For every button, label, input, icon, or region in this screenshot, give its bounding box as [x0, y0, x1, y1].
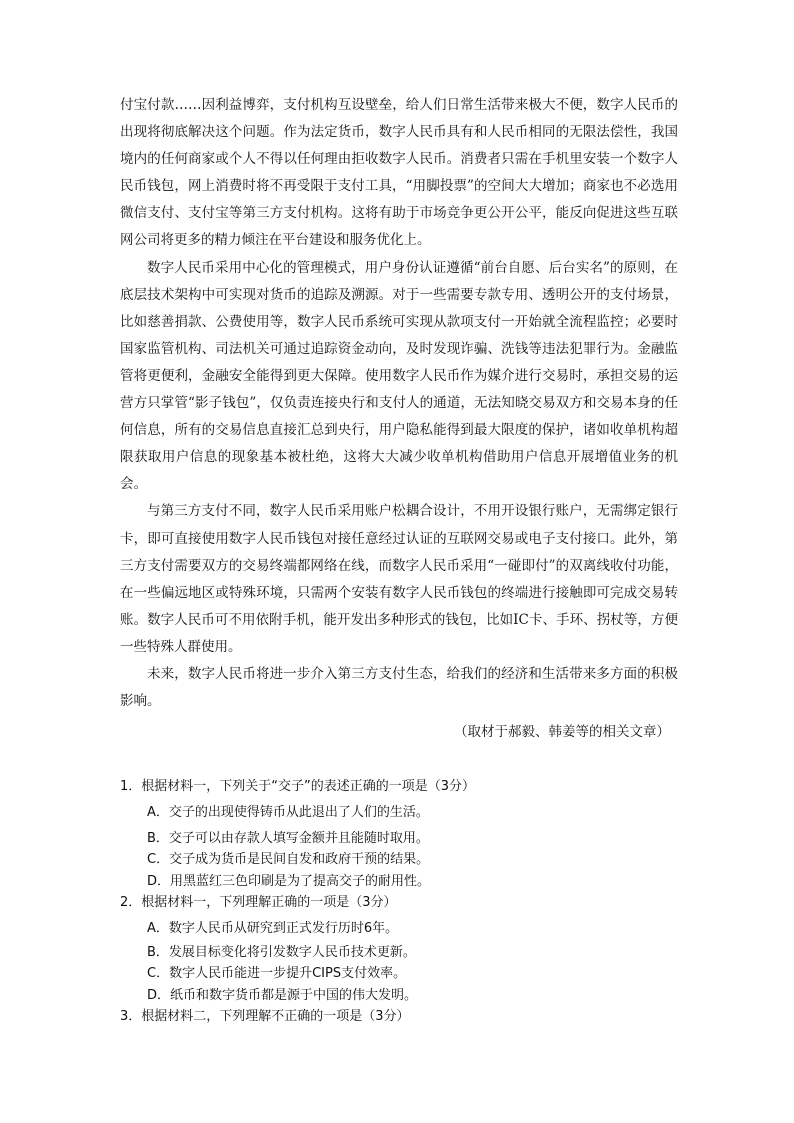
- option-b: B．交子可以由存款人填写金额并且能随时取用。: [147, 830, 429, 846]
- option-d: D．纸币和数字货币都是源于中国的伟大发明。: [147, 987, 418, 1003]
- question-list: [120, 776, 690, 1028]
- question-2: [120, 892, 690, 1006]
- option-a: A．数字人民币从研究到正式发行历时6年。: [147, 921, 399, 936]
- option-c: C．数字人民币能进一步提升CIPS支付效率。: [147, 966, 407, 981]
- option-b: B．发展目标变化将引发数字人民币技术更新。: [147, 944, 416, 960]
- paragraph-3: 与第三方支付不同，数字人民币采用账户松耦合设计，不用开设银行账户，无需绑定银行卡，即可直接使用数字人民币钱包对接任意经过认证的互联网交易或电子支付接口。此外，第三方支付需要双方的交易终端都网络在线，而数字人民币采用“一碰即付”的双离线收付功能，在一些偏远地区或特殊环境，只需两个安装有数字人民币钱包的终端进行接触即可完成交易转账。数字人民币可不用依附手机，能开发出多种形式的钱包，比如IC卡、手环、拐杖等，方便一些特殊人群使用。: [120, 503, 678, 655]
- paragraph-4: 未来，数字人民币将进一步介入第三方支付生态，给我们的经济和生活带来多方面的积极影响。: [120, 665, 678, 710]
- question-3: [120, 1006, 690, 1028]
- article-body: [120, 92, 678, 715]
- question-stem: 2．根据材料一，下列理解正确的一项是（3分）: [120, 895, 397, 910]
- question-stem: 3．根据材料二，下列理解不正确的一项是（3分）: [120, 1009, 410, 1024]
- option-a: A．交子的出现使得铸币从此退出了人们的生活。: [147, 805, 429, 820]
- option-c: C．交子成为货币是民间自发和政府干预的结果。: [147, 852, 430, 867]
- question-stem: 1．根据材料一，下列关于“交子”的表述正确的一项是（3分）: [120, 779, 476, 794]
- source-attribution: （取材于郝毅、韩姜等的相关文章）: [454, 724, 670, 740]
- question-1: [120, 776, 690, 892]
- paragraph-1: 付宝付款……因利益博弈，支付机构互设壁垒，给人们日常生活带来极大不便，数字人民币的出现将彻底解决这个问题。作为法定货币，数字人民币具有和人民币相同的无限法偿性，我国境内的任何商家或个人不得以任何理由拒收数字人民币。消费者只需在手机里安装一个数字人民币钱包，网上消费时将不再受限于支付工具，“用脚投票”的空间大大增加；商家也不必选用微信支付、支付宝等第三方支付机构。这将有助于市场竞争更公开公平，能反向促进这些互联网公司将更多的精力倾注在平台建设和服务优化上。: [120, 97, 678, 249]
- option-d: D．用黑蓝红三色印刷是为了提高交子的耐用性。: [147, 873, 431, 889]
- paragraph-2: 数字人民币采用中心化的管理模式，用户身份认证遵循“前台自愿、后台实名”的原则，在底层技术架构中可实现对货币的追踪及溯源。对于一些需要专款专用、透明公开的支付场景，比如慈善捐款、公费使用等，数字人民币系统可实现从款项支付一开始就全流程监控；必要时国家监管机构、司法机关可通过追踪资金动向，及时发现诈骗、洗钱等违法犯罪行为。金融监管将更便利，金融安全能得到更大保障。使用数字人民币作为媒介进行交易时，承担交易的运营方只掌管“影子钱包”，仅负责连接央行和支付人的通道，无法知晓交易双方和交易本身的任何信息，所有的交易信息直接汇总到央行，用户隐私能得到最大限度的保护，诸如收单机构超限获取用户信息的现象基本被杜绝，这将大大减少收单机构借助用户信息开展增值业务的机会。: [120, 259, 678, 493]
